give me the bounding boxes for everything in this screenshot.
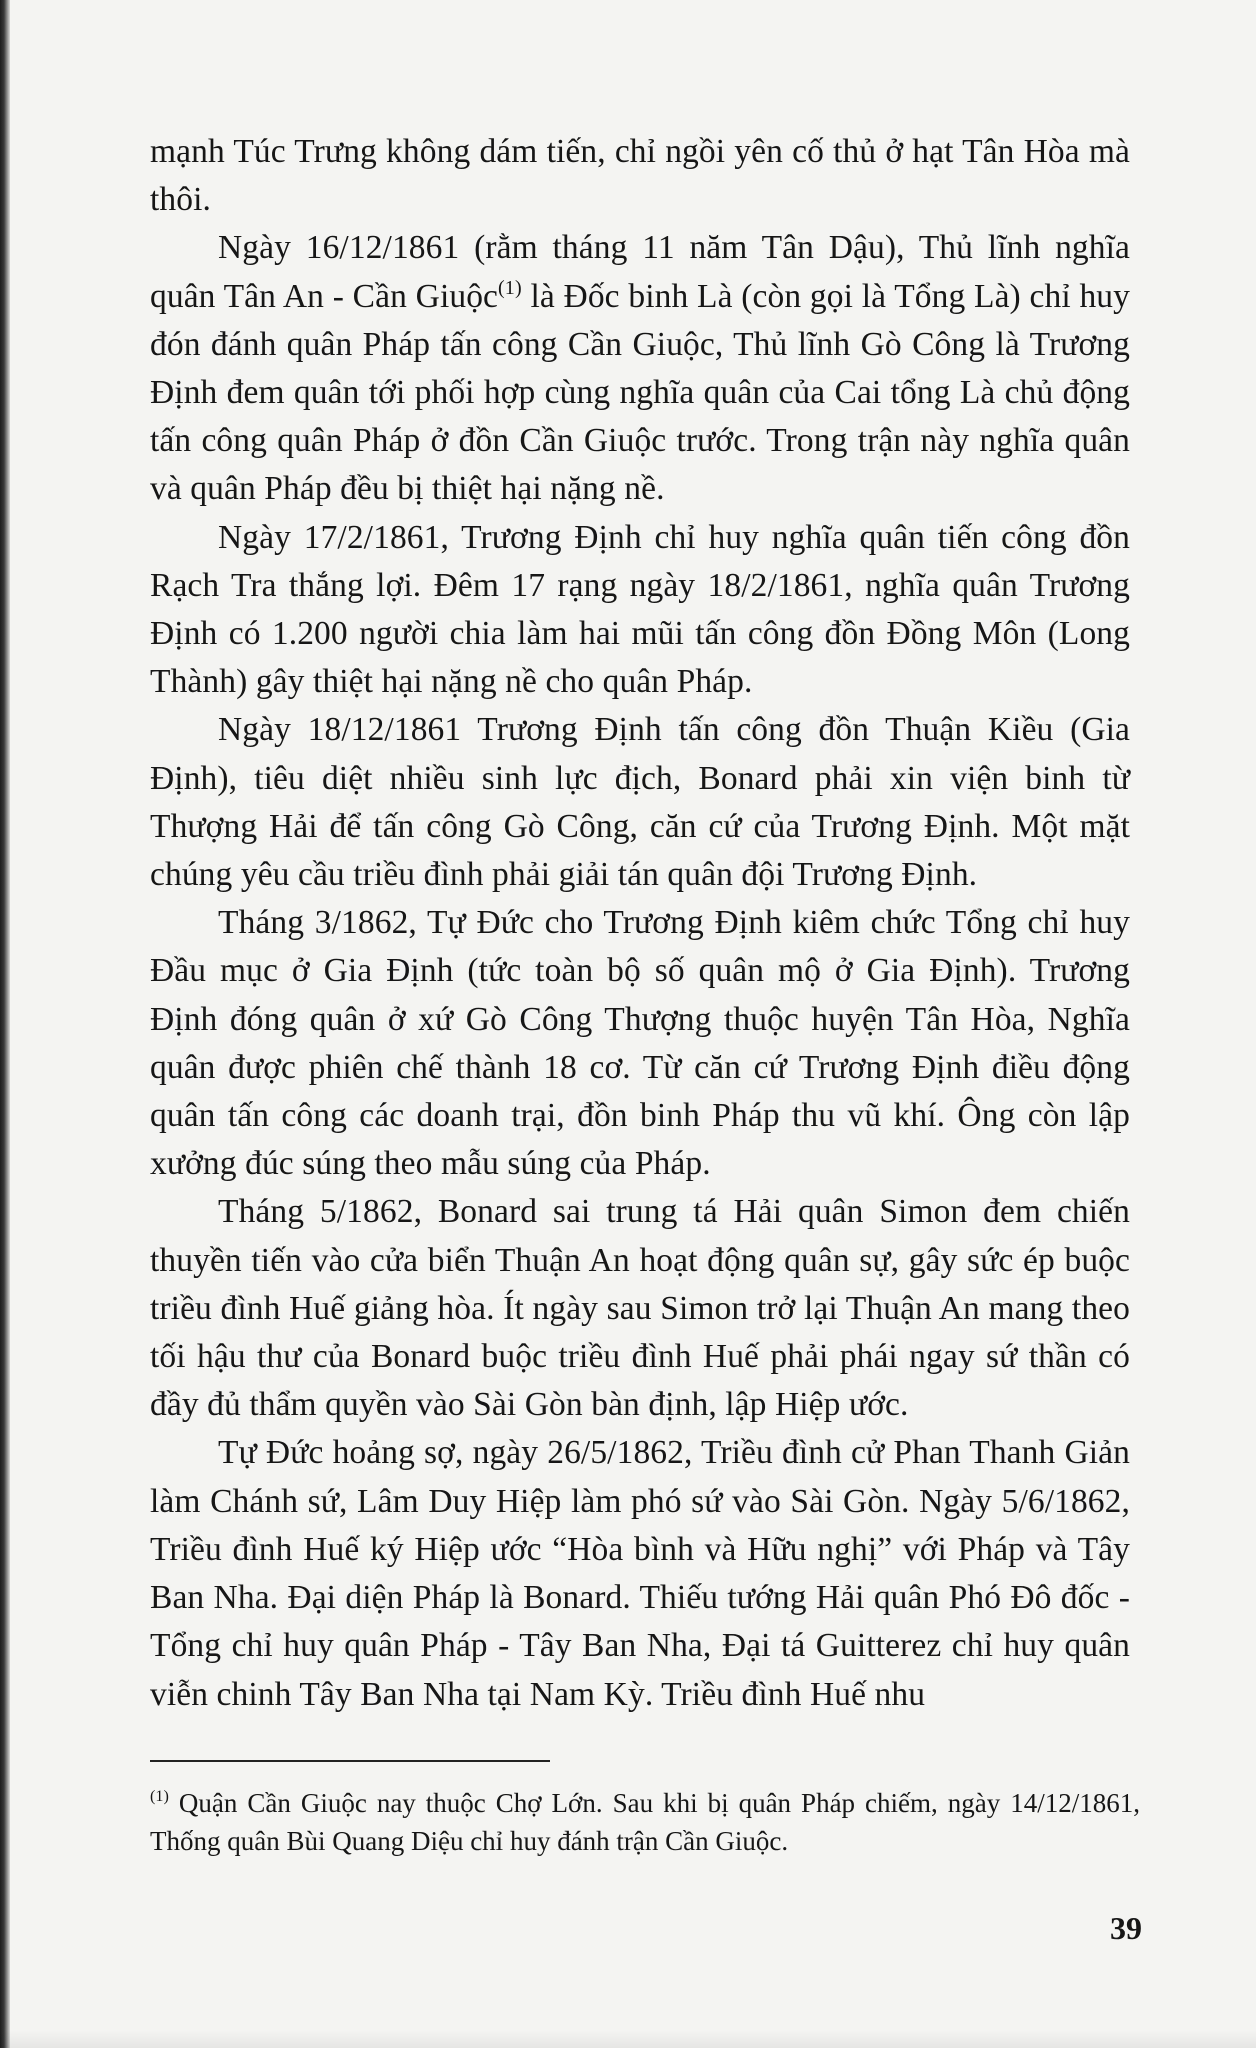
page-bottom-shadow xyxy=(0,2030,1256,2048)
footnote-marker: (1) xyxy=(150,1787,169,1806)
page-number: 39 xyxy=(1110,1910,1142,1946)
paragraph-5: Tháng 3/1862, Tự Đức cho Trương Định kiêm chức Tổng chỉ huy Đầu mục ở Gia Định (tức toàn bộ số quân mộ ở Gia Định). Trương Định đóng quân ở xứ Gò Công Thượng thuộc huyện Tân Hòa, Nghĩa quân được phiên chế thành 18 cơ. Từ căn cứ Trương Định điều động quân tấn công các doanh trại, đồn binh Pháp thu vũ khí. Ông còn lập xưởng đúc súng theo mẫu súng của Pháp. xyxy=(150,904,1130,1183)
paragraph-3: Ngày 17/2/1861, Trương Định chỉ huy nghĩa quân tiến công đồn Rạch Tra thắng lợi. Đêm 17 rạng ngày 18/2/1861, nghĩa quân Trương Định có 1.200 người chia làm hai mũi tấn công đồn Đồng Môn (Long Thành) gây thiệt hại nặng nề cho quân Pháp. xyxy=(150,518,1130,701)
paragraph-4: Ngày 18/12/1861 Trương Định tấn công đồn Thuận Kiều (Gia Định), tiêu diệt nhiều sinh lực địch, Bonard phải xin viện binh từ Thượng Hải để tấn công Gò Công, căn cứ của Trương Định. Một mặt chúng yêu cầu triều đình phải giải tán quân đội Trương Định. xyxy=(150,711,1130,894)
paragraph-6: Tháng 5/1862, Bonard sai trung tá Hải quân Simon đem chiến thuyền tiến vào cửa biển Thuận An hoạt động quân sự, gây sức ép buộc triều đình Huế giảng hòa. Ít ngày sau Simon trở lại Thuận An mang theo tối hậu thư của Bonard buộc triều đình Huế phải phái ngay sứ thần có đầy đủ thẩm quyền vào Sài Gòn bàn định, lập Hiệp ước. xyxy=(150,1193,1130,1424)
paragraph-7: Tự Đức hoảng sợ, ngày 26/5/1862, Triều đình cử Phan Thanh Giản làm Chánh sứ, Lâm Duy Hiệp làm phó sứ vào Sài Gòn. Ngày 5/6/1862, Triều đình Huế ký Hiệp ước “Hòa bình và Hữu nghị” với Pháp và Tây Ban Nha. Đại diện Pháp là Bonard. Thiếu tướng Hải quân Phó Đô đốc - Tổng chỉ huy quân Pháp - Tây Ban Nha, Đại tá Guitterez chỉ huy quân viễn chinh Tây Ban Nha tại Nam Kỳ. Triều đình Huế nhu xyxy=(150,1434,1130,1713)
paragraph-2-text: Ngày 16/12/1861 (rằm tháng 11 năm Tân Dậu), Thủ lĩnh nghĩa quân Tân An - Cần Giuộc xyxy=(150,229,1130,315)
footnote-divider xyxy=(150,1760,550,1762)
footnote-text: Quận Cần Giuộc nay thuộc Chợ Lớn. Sau khi bị quân Pháp chiếm, ngày 14/12/1861, Thống quân Bùi Quang Diệu chỉ huy đánh trận Cần Giuộc. xyxy=(150,1788,1140,1856)
footnote-reference: (1) xyxy=(498,276,522,299)
paragraph-2-text-continued: là Đốc binh Là (còn gọi là Tổng Là) chỉ huy đón đánh quân Pháp tấn công Cần Giuộc, Thủ lĩnh Gò Công là Trương Định đem quân tới phối hợp cùng nghĩa quân của Cai tổng Là chủ động tấn công quân Pháp ở đồn Cần Giuộc trước. Trong trận này nghĩa quân và quân Pháp đều bị thiệt hại nặng nề. xyxy=(150,277,1130,508)
paragraph-1: mạnh Túc Trưng không dám tiến, chỉ ngồi yên cố thủ ở hạt Tân Hòa mà thôi. xyxy=(150,133,1130,219)
page-edge-shadow xyxy=(0,0,10,2048)
main-text xyxy=(150,128,1130,1719)
paragraph-2 xyxy=(150,224,1130,513)
footnote xyxy=(150,1784,1140,1860)
